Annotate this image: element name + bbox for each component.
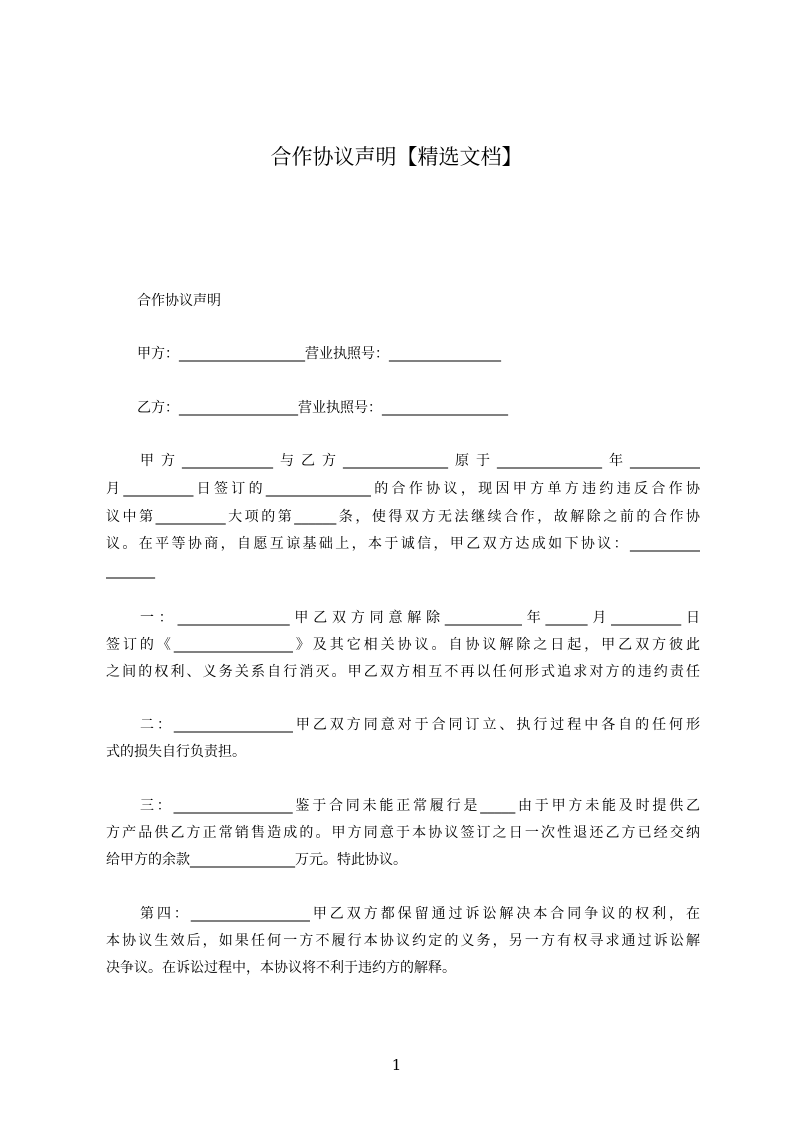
para5-line-2: 本协议生效后，如果任何一方不履行本协议约定的义务，另一方有权寻求通过诉讼解 <box>106 933 700 949</box>
para2-line-3: 之间的权利、义务关系自行消灭。甲乙双方相互不再以任何形式追求对方的违约责任 <box>106 664 700 680</box>
page-number: 1 <box>391 1056 402 1074</box>
party-b-line: 乙方：_________________营业执照号：__________________ <box>137 400 508 416</box>
document-title: 合作协议声明【精选文档】 <box>270 145 523 169</box>
para1-line-2: 月__________日签订的_______________的合作协议，现因甲方单方违约违反合作协 <box>106 481 700 497</box>
para5-line-1: 第四：_________________甲乙双方都保留通过诉讼解决本合同争议的权利，在 <box>140 906 700 922</box>
para5-line-3: 决争议。在诉讼过程中，本协议将不利于违约方的解释。 <box>106 960 456 976</box>
para2-line-2: 签订的《_________________》及其它相关协议。自协议解除之日起，甲乙双方彼此 <box>106 637 700 653</box>
party-a-line: 甲方：__________________营业执照号：________________ <box>137 346 501 362</box>
para4-line-2: 方产品供乙方正常销售造成的。甲方同意于本协议签订之日一次性退还乙方已经交纳 <box>106 825 700 841</box>
para3-line-2: 式的损失自行负责担。 <box>106 744 246 760</box>
para3-line-1: 二：_________________甲乙双方同意对于合同订立、执行过程中各自的任何形 <box>140 717 700 733</box>
para1-line-4: 议。在平等协商，自愿互谅基础上，本于诚信，甲乙双方达成如下协议：__________ <box>106 536 700 552</box>
para1-line-3: 议中第__________大项的第______条，使得双方无法继续合作，故解除之前的合作协 <box>106 509 700 525</box>
para4-line-1: 三：_________________鉴于合同未能正常履行是_____由于甲方未能及时提供乙 <box>140 798 700 814</box>
para1-line-1: 甲方_____________与乙方_______________原于_______________年__________ <box>140 453 700 469</box>
para1-line-5: _______ <box>106 563 155 579</box>
subheading: 合作协议声明 <box>137 293 221 309</box>
para4-line-3: 给甲方的余款_______________万元。特此协议。 <box>106 852 407 868</box>
para2-line-1: 一：________________甲乙双方同意解除___________年______月__________日 <box>140 610 700 626</box>
